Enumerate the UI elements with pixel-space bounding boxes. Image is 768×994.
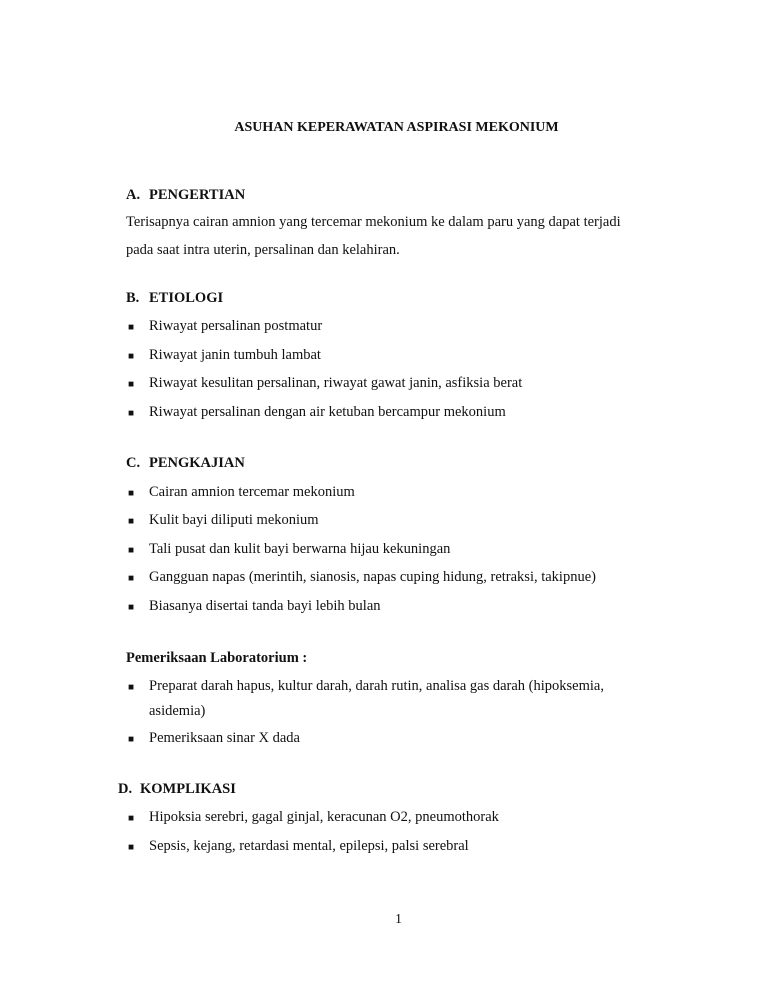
document-title: ASUHAN KEPERAWATAN ASPIRASI MEKONIUM (234, 120, 559, 135)
bullet-icon: ■ (128, 408, 135, 419)
bullet-icon: ■ (128, 734, 135, 745)
bullet-icon: ■ (128, 545, 135, 556)
bullet-icon: ■ (128, 602, 135, 613)
bullet-icon: ■ (128, 379, 135, 390)
list-item: Kulit bayi diliputi mekonium (149, 512, 319, 528)
bullet-icon: ■ (128, 813, 135, 824)
section-a-heading: PENGERTIAN (149, 187, 246, 203)
list-item: Pemeriksaan sinar X dada (149, 730, 300, 746)
list-item: Riwayat persalinan dengan air ketuban bercampur mekonium (149, 404, 506, 420)
list-item: Sepsis, kejang, retardasi mental, epilepsi, palsi serebral (149, 838, 469, 854)
list-item: Riwayat janin tumbuh lambat (149, 347, 321, 363)
list-item-continuation: asidemia) (149, 703, 206, 719)
section-a-paragraph-line-2: pada saat intra uterin, persalinan dan kelahiran. (126, 242, 400, 258)
bullet-icon: ■ (128, 488, 135, 499)
bullet-icon: ■ (128, 351, 135, 362)
section-a-marker: A. (126, 187, 141, 203)
section-c-marker: C. (126, 455, 141, 471)
bullet-icon: ■ (128, 516, 135, 527)
section-c-heading: PENGKAJIAN (149, 455, 245, 471)
bullet-icon: ■ (128, 682, 135, 693)
section-d-heading: KOMPLIKASI (140, 781, 236, 797)
bullet-icon: ■ (128, 573, 135, 584)
bullet-icon: ■ (128, 842, 135, 853)
page-number: 1 (395, 912, 402, 927)
list-item: Biasanya disertai tanda bayi lebih bulan (149, 598, 381, 614)
lab-heading: Pemeriksaan Laboratorium : (126, 650, 308, 666)
section-d-marker: D. (118, 781, 133, 797)
list-item: Riwayat persalinan postmatur (149, 318, 323, 334)
bullet-icon: ■ (128, 322, 135, 333)
list-item: Riwayat kesulitan persalinan, riwayat gawat janin, asfiksia berat (149, 375, 523, 391)
section-b-heading: ETIOLOGI (149, 290, 224, 306)
list-item: Gangguan napas (merintih, sianosis, napas cuping hidung, retraksi, takipnue) (149, 569, 596, 585)
list-item: Preparat darah hapus, kultur darah, darah rutin, analisa gas darah (hipoksemia, (149, 678, 604, 694)
list-item: Tali pusat dan kulit bayi berwarna hijau kekuningan (149, 541, 451, 557)
list-item: Cairan amnion tercemar mekonium (149, 484, 355, 500)
section-a-paragraph-line-1: Terisapnya cairan amnion yang tercemar mekonium ke dalam paru yang dapat terjadi (126, 214, 621, 230)
section-b-marker: B. (126, 290, 140, 306)
list-item: Hipoksia serebri, gagal ginjal, keracunan O2, pneumothorak (149, 809, 499, 825)
